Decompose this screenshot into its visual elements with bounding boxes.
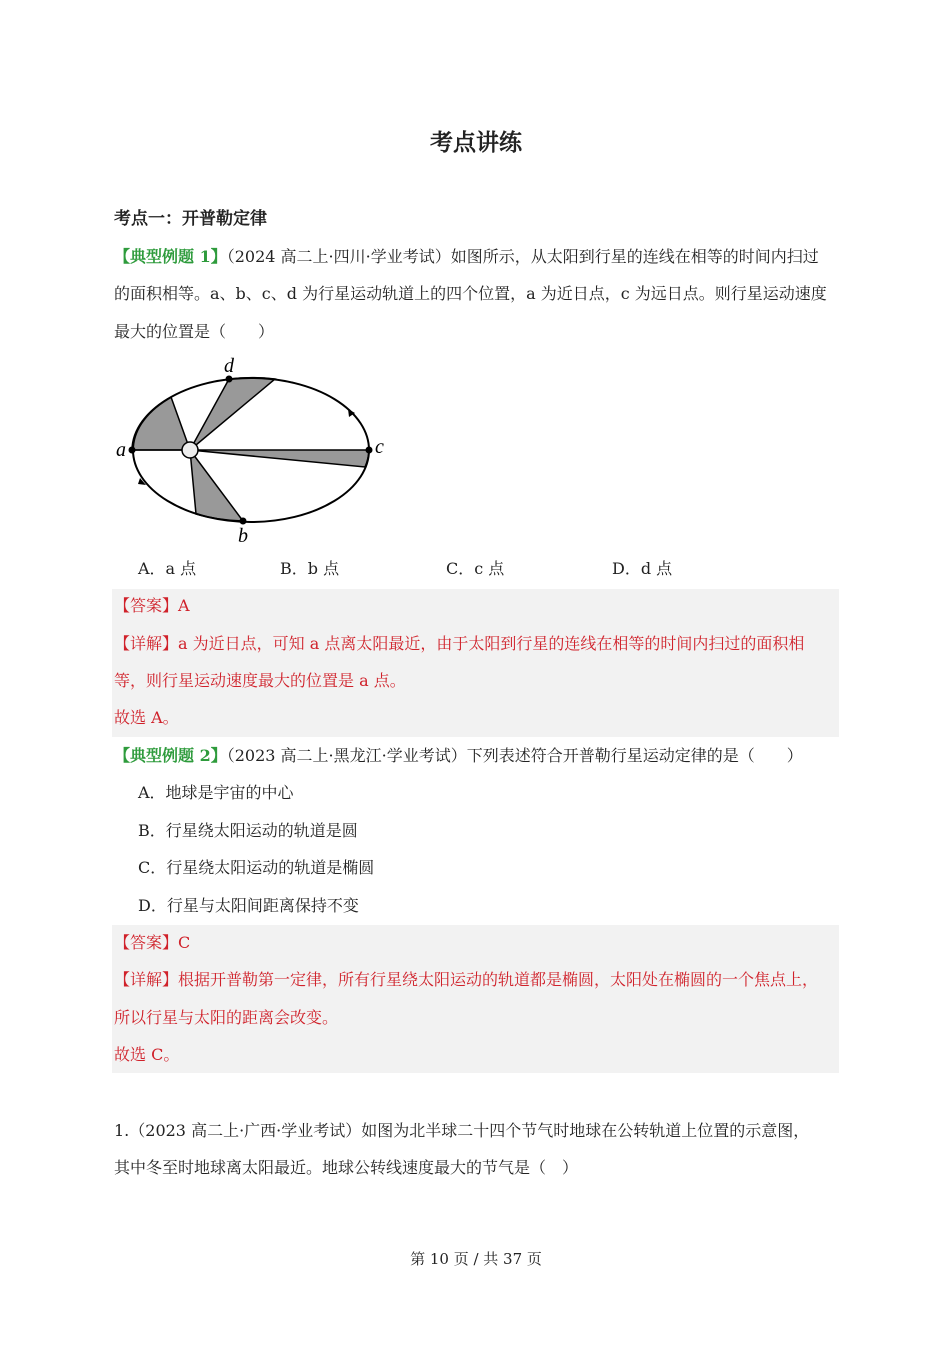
example2-tag: 【典型例题 2】: [114, 746, 227, 765]
answer-box-1: [112, 589, 839, 737]
label-d: d: [224, 355, 234, 377]
conclusion-1: 故选 A。: [114, 708, 179, 727]
option-b[interactable]: B．b 点: [280, 559, 340, 578]
detail-2-line1: 【详解】根据开普勒第一定律，所有行星绕太阳运动的轨道都是椭圆，太阳处在椭圆的一个焦点上，: [114, 970, 819, 989]
kepler-orbit-figure: [0, 0, 952, 560]
section-heading: 考点一：开普勒定律: [114, 209, 267, 229]
sun: [182, 442, 198, 458]
page-footer: 第 10 页 / 共 37 页: [410, 1250, 542, 1268]
option-c[interactable]: C．c 点: [446, 559, 505, 578]
option-c[interactable]: C．行星绕太阳运动的轨道是椭圆: [138, 858, 375, 877]
page-title: 考点讲练: [430, 129, 522, 156]
example2-line1: [114, 746, 803, 766]
label-c: c: [375, 436, 384, 458]
example1-line2: 的面积相等。a、b、c、d 为行星运动轨道上的四个位置，a 为近日点，c 为远日点。则行星运动速度: [114, 284, 827, 303]
question1-line1: 1.（2023 高二上·广西·学业考试）如图为北半球二十四个节气时地球在公转轨道上位置的示意图，: [114, 1121, 810, 1140]
label-a: a: [116, 439, 126, 461]
option-a[interactable]: A．a 点: [138, 559, 197, 578]
answer-box-2: [112, 925, 839, 1073]
answer-1: 【答案】A: [114, 596, 190, 615]
question1-line2: 其中冬至时地球离太阳最近。地球公转线速度最大的节气是（ ）: [114, 1158, 579, 1177]
example1-text: （2024 高二上·四川·学业考试）如图所示，从太阳到行星的连线在相等的时间内扫过: [226, 247, 819, 266]
conclusion-2: 故选 C。: [114, 1045, 180, 1064]
option-a[interactable]: A．地球是宇宙的中心: [138, 783, 294, 802]
detail-2-line2: 所以行星与太阳的距离会改变。: [114, 1008, 339, 1027]
answer-2: 【答案】C: [114, 933, 191, 952]
option-d[interactable]: D．行星与太阳间距离保持不变: [138, 896, 359, 915]
option-b[interactable]: B．行星绕太阳运动的轨道是圆: [138, 821, 358, 840]
example1-line3: 最大的位置是（ ）: [114, 322, 275, 341]
detail-1-line1: 【详解】a 为近日点，可知 a 点离太阳最近，由于太阳到行星的连线在相等的时间内扫过的面积相: [114, 634, 805, 653]
option-d[interactable]: D．d 点: [612, 559, 673, 578]
label-b: b: [238, 525, 248, 547]
detail-1-line2: 等，则行星运动速度最大的位置是 a 点。: [114, 671, 406, 690]
example1-tag: 【典型例题 1】: [114, 247, 227, 266]
example2-text: （2023 高二上·黑龙江·学业考试）下列表述符合开普勒行星运动定律的是（ ）: [226, 746, 803, 765]
